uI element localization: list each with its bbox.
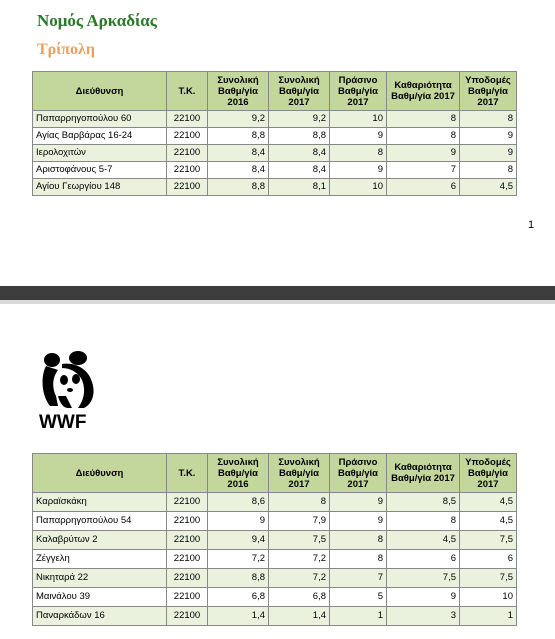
- cell-overall-2016: 8,8: [208, 569, 269, 588]
- cell-tk: 22100: [167, 128, 208, 145]
- cell-clean-2017: 6: [387, 550, 460, 569]
- page-divider: [0, 286, 555, 300]
- cell-clean-2017: 6: [387, 179, 460, 196]
- cell-overall-2017: 1,4: [269, 607, 330, 626]
- cell-address: Αριστοφάνους 5-7: [33, 162, 167, 179]
- cell-address: Παπαρρηγοπούλου 54: [33, 512, 167, 531]
- table-row: [33, 493, 517, 512]
- cell-overall-2016: 9,2: [208, 111, 269, 128]
- wwf-logo-text: WWF: [39, 412, 87, 433]
- cell-tk: 22100: [167, 111, 208, 128]
- header-address: Διεύθυνση: [33, 454, 167, 493]
- table-row: [33, 111, 517, 128]
- header-clean-2017: Καθαριότητα Βαθμ/γία 2017: [387, 72, 460, 111]
- cell-overall-2016: 8,8: [208, 179, 269, 196]
- cell-overall-2016: 1,4: [208, 607, 269, 626]
- cell-green-2017: 5: [330, 588, 387, 607]
- cell-clean-2017: 7: [387, 162, 460, 179]
- cell-overall-2017: 8: [269, 493, 330, 512]
- city-title: Τρίπολη: [37, 41, 95, 58]
- ratings-table-2: [32, 453, 517, 626]
- cell-green-2017: 7: [330, 569, 387, 588]
- cell-overall-2016: 6,8: [208, 588, 269, 607]
- cell-tk: 22100: [167, 512, 208, 531]
- cell-address: Παπαρρηγοπούλου 60: [33, 111, 167, 128]
- header-overall-2016: Συνολική Βαθμ/γία 2016: [208, 72, 269, 111]
- table-row: [33, 179, 517, 196]
- cell-overall-2016: 8,4: [208, 162, 269, 179]
- page-number: 1: [528, 219, 535, 231]
- table-row: [33, 531, 517, 550]
- table-row: [33, 512, 517, 531]
- cell-infra-2017: 9: [460, 145, 517, 162]
- cell-address: Ιερολοχιτών: [33, 145, 167, 162]
- header-tk: Τ.Κ.: [167, 454, 208, 493]
- header-overall-2016: Συνολική Βαθμ/γία 2016: [208, 454, 269, 493]
- header-green-2017: Πράσινο Βαθμ/γία 2017: [330, 454, 387, 493]
- table-row: [33, 550, 517, 569]
- cell-infra-2017: 10: [460, 588, 517, 607]
- cell-green-2017: 9: [330, 162, 387, 179]
- table-row: [33, 607, 517, 626]
- header-infra-2017: Υποδομές Βαθμ/γία 2017: [460, 72, 517, 111]
- table-row: [33, 588, 517, 607]
- cell-overall-2016: 8,6: [208, 493, 269, 512]
- table-row: [33, 569, 517, 588]
- cell-green-2017: 10: [330, 179, 387, 196]
- cell-green-2017: 8: [330, 531, 387, 550]
- table-header-row: [33, 454, 517, 493]
- cell-infra-2017: 4,5: [460, 512, 517, 531]
- cell-tk: 22100: [167, 162, 208, 179]
- cell-overall-2017: 9,2: [269, 111, 330, 128]
- table-body: [33, 111, 517, 196]
- cell-address: Αγίας Βαρβάρας 16-24: [33, 128, 167, 145]
- cell-overall-2016: 9,4: [208, 531, 269, 550]
- cell-address: Μαινάλου 39: [33, 588, 167, 607]
- cell-infra-2017: 4,5: [460, 493, 517, 512]
- cell-clean-2017: 3: [387, 607, 460, 626]
- cell-clean-2017: 8,5: [387, 493, 460, 512]
- header-tk: Τ.Κ.: [167, 72, 208, 111]
- cell-address: Ζέγγελη: [33, 550, 167, 569]
- cell-infra-2017: 8: [460, 162, 517, 179]
- header-green-2017: Πράσινο Βαθμ/γία 2017: [330, 72, 387, 111]
- table-row: [33, 128, 517, 145]
- cell-infra-2017: 7,5: [460, 569, 517, 588]
- table-body: [33, 493, 517, 626]
- cell-green-2017: 8: [330, 550, 387, 569]
- cell-infra-2017: 7,5: [460, 531, 517, 550]
- cell-green-2017: 8: [330, 145, 387, 162]
- cell-overall-2016: 9: [208, 512, 269, 531]
- cell-infra-2017: 9: [460, 128, 517, 145]
- ratings-table-1: [32, 71, 517, 196]
- cell-infra-2017: 6: [460, 550, 517, 569]
- cell-tk: 22100: [167, 145, 208, 162]
- cell-infra-2017: 4,5: [460, 179, 517, 196]
- cell-clean-2017: 9: [387, 588, 460, 607]
- cell-tk: 22100: [167, 179, 208, 196]
- cell-tk: 22100: [167, 607, 208, 626]
- cell-overall-2016: 7,2: [208, 550, 269, 569]
- cell-green-2017: 9: [330, 493, 387, 512]
- table-row: [33, 162, 517, 179]
- cell-infra-2017: 8: [460, 111, 517, 128]
- cell-overall-2017: 8,1: [269, 179, 330, 196]
- cell-green-2017: 9: [330, 128, 387, 145]
- cell-tk: 22100: [167, 531, 208, 550]
- header-clean-2017: Καθαριότητα Βαθμ/γία 2017: [387, 454, 460, 493]
- cell-clean-2017: 8: [387, 111, 460, 128]
- cell-address: Παναρκάδων 16: [33, 607, 167, 626]
- cell-clean-2017: 8: [387, 512, 460, 531]
- cell-overall-2017: 7,2: [269, 569, 330, 588]
- table-header-row: [33, 72, 517, 111]
- cell-green-2017: 9: [330, 512, 387, 531]
- cell-overall-2017: 7,2: [269, 550, 330, 569]
- cell-address: Νικηταρά 22: [33, 569, 167, 588]
- cell-tk: 22100: [167, 569, 208, 588]
- cell-overall-2017: 6,8: [269, 588, 330, 607]
- cell-overall-2017: 7,9: [269, 512, 330, 531]
- cell-infra-2017: 1: [460, 607, 517, 626]
- cell-green-2017: 1: [330, 607, 387, 626]
- cell-tk: 22100: [167, 550, 208, 569]
- table-row: [33, 145, 517, 162]
- cell-overall-2016: 8,4: [208, 145, 269, 162]
- cell-overall-2017: 7,5: [269, 531, 330, 550]
- cell-address: Καραϊσκάκη: [33, 493, 167, 512]
- cell-overall-2017: 8,8: [269, 128, 330, 145]
- header-overall-2017: Συνολική Βαθμ/γία 2017: [269, 72, 330, 111]
- cell-green-2017: 10: [330, 111, 387, 128]
- cell-clean-2017: 9: [387, 145, 460, 162]
- cell-address: Καλαβρύτων 2: [33, 531, 167, 550]
- cell-clean-2017: 7,5: [387, 569, 460, 588]
- header-address: Διεύθυνση: [33, 72, 167, 111]
- cell-tk: 22100: [167, 588, 208, 607]
- header-overall-2017: Συνολική Βαθμ/γία 2017: [269, 454, 330, 493]
- cell-clean-2017: 8: [387, 128, 460, 145]
- cell-tk: 22100: [167, 493, 208, 512]
- cell-address: Αγίου Γεωργίου 148: [33, 179, 167, 196]
- region-title: Νομός Αρκαδίας: [37, 11, 157, 30]
- cell-overall-2017: 8,4: [269, 162, 330, 179]
- cell-clean-2017: 4,5: [387, 531, 460, 550]
- cell-overall-2017: 8,4: [269, 145, 330, 162]
- cell-overall-2016: 8,8: [208, 128, 269, 145]
- header-infra-2017: Υποδομές Βαθμ/γία 2017: [460, 454, 517, 493]
